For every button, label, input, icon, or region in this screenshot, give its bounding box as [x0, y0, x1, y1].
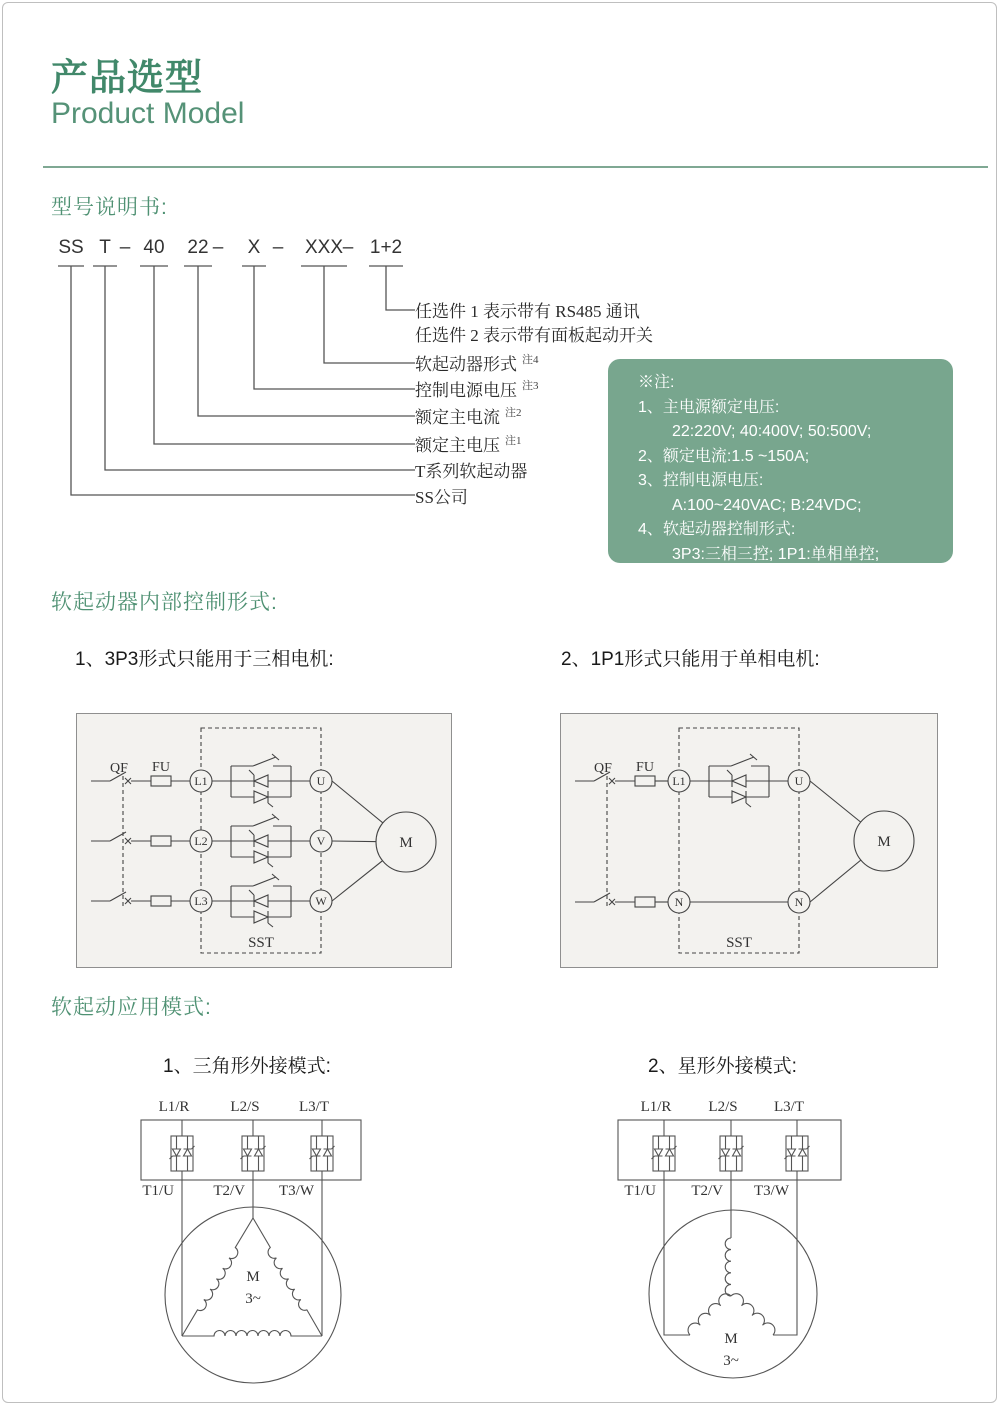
code-label-ctrl-voltage: [415, 376, 539, 400]
code-segment-40: 40: [143, 237, 165, 258]
input-terminal-l2s: L2/S: [708, 1099, 738, 1115]
note-line: 3、控制电源电压:: [638, 472, 764, 489]
note-line: 2、额定电流:1.5 ~150A;: [638, 447, 810, 465]
label-text: 任选件 1 表示带有 RS485 通讯: [415, 302, 640, 321]
label-text: 任选件 2 表示带有面板起动开关: [415, 326, 653, 345]
diagram-delta-svg: [118, 1091, 398, 1399]
terminal-u: U: [316, 774, 326, 788]
diagram-1p1-svg: [561, 714, 937, 967]
terminal-w: W: [315, 894, 327, 908]
code-dash: –: [342, 237, 354, 258]
note-line: 3P3:三相三控; 1P1:单相单控;: [672, 545, 880, 563]
diagram-3p3-svg: [77, 714, 451, 967]
output-terminal-t2v: T2/V: [213, 1183, 245, 1199]
terminal-l1: L1: [194, 774, 208, 788]
code-dash: –: [119, 237, 131, 258]
sst-label: SST: [726, 935, 752, 951]
terminal-l3: L3: [194, 894, 208, 908]
note-line: 4、软起动器控制形式:: [638, 521, 796, 538]
diagram-delta: [118, 1091, 398, 1399]
label-text: 软起动器形式: [415, 355, 517, 374]
document-page: [2, 2, 997, 1403]
diagram-3p3: [76, 713, 452, 968]
code-dash: –: [272, 237, 284, 258]
page-title: 产品选型: [51, 57, 203, 98]
terminal-v: V: [316, 834, 326, 848]
terminal-n-in: N: [674, 895, 684, 909]
header-divider: [43, 166, 988, 168]
section-application-mode-heading: 软起动应用模式:: [51, 996, 212, 1019]
qf-label: QF: [594, 761, 612, 776]
note-line: A:100~240VAC; B:24VDC;: [672, 496, 862, 514]
motor-label: M: [399, 835, 413, 851]
label-text: T系列软起动器: [415, 462, 528, 481]
fu-label: FU: [636, 760, 654, 775]
code-segment-opt: 1+2: [369, 237, 403, 258]
diagram-star-title: 2、星形外接模式:: [648, 1056, 797, 1077]
qf-label: QF: [110, 761, 128, 776]
code-label-form: [415, 350, 539, 374]
motor-label: M: [877, 834, 891, 850]
code-segment-xxx: XXX: [304, 237, 344, 258]
input-terminal-l1r: L1/R: [640, 1099, 672, 1115]
diagram-star-svg: [603, 1091, 893, 1399]
code-label-company: [415, 483, 473, 507]
diagram-delta-title: 1、三角形外接模式:: [163, 1056, 331, 1077]
diagram-1p1: [560, 713, 938, 968]
code-label-option1: [415, 297, 645, 321]
input-terminal-l1r: L1/R: [158, 1099, 190, 1115]
label-text: 额定主电压: [415, 436, 500, 455]
code-label-series: [415, 457, 532, 481]
output-terminal-t3w: T3/W: [754, 1183, 789, 1199]
terminal-l1: L1: [672, 774, 686, 788]
motor-phase-label: 3~: [723, 1353, 739, 1369]
section-internal-control-heading: 软起动器内部控制形式:: [51, 591, 278, 614]
output-terminal-t1u: T1/U: [624, 1183, 656, 1199]
code-dash: –: [212, 237, 224, 258]
terminal-n-out: N: [794, 895, 804, 909]
code-segment-22: 22: [187, 237, 209, 258]
note-line: ※注:: [638, 374, 675, 391]
diagram-star: [603, 1091, 893, 1399]
code-label-option2: [415, 321, 658, 345]
code-label-rated-current: [415, 403, 522, 427]
code-segment-x: X: [247, 237, 261, 258]
label-text: 额定主电流: [415, 408, 500, 427]
label-note: 注2: [505, 407, 522, 420]
diagram-1p1-title: 2、1P1形式只能用于单相电机:: [561, 649, 820, 670]
note-line: 1、主电源额定电压:: [638, 398, 780, 416]
label-text: SS公司: [415, 488, 468, 507]
input-terminal-l2s: L2/S: [230, 1099, 260, 1115]
motor-phase-label: 3~: [245, 1291, 261, 1307]
page-subtitle: Product Model: [51, 97, 245, 130]
input-terminal-l3t: L3/T: [774, 1099, 804, 1115]
fu-label: FU: [152, 760, 170, 775]
label-note: 注1: [505, 435, 522, 448]
notes-box: [608, 359, 953, 563]
label-text: 控制电源电压: [415, 381, 517, 400]
code-label-rated-voltage: [415, 431, 522, 455]
motor-label: M: [246, 1269, 260, 1285]
note-line: 22:220V; 40:400V; 50:500V;: [672, 423, 872, 440]
output-terminal-t1u: T1/U: [142, 1183, 174, 1199]
section-model-spec-heading: 型号说明书:: [51, 196, 168, 219]
diagram-3p3-title: 1、3P3形式只能用于三相电机:: [75, 649, 334, 670]
label-note: 注3: [522, 380, 539, 393]
terminal-l2: L2: [194, 834, 208, 848]
code-segment-t: T: [99, 237, 111, 258]
input-terminal-l3t: L3/T: [299, 1099, 329, 1115]
sst-label: SST: [248, 935, 274, 951]
motor-label: M: [724, 1331, 738, 1347]
label-note: 注4: [522, 354, 539, 367]
terminal-u: U: [794, 774, 804, 788]
output-terminal-t3w: T3/W: [279, 1183, 314, 1199]
output-terminal-t2v: T2/V: [691, 1183, 723, 1199]
code-segment-ss: SS: [58, 237, 84, 258]
